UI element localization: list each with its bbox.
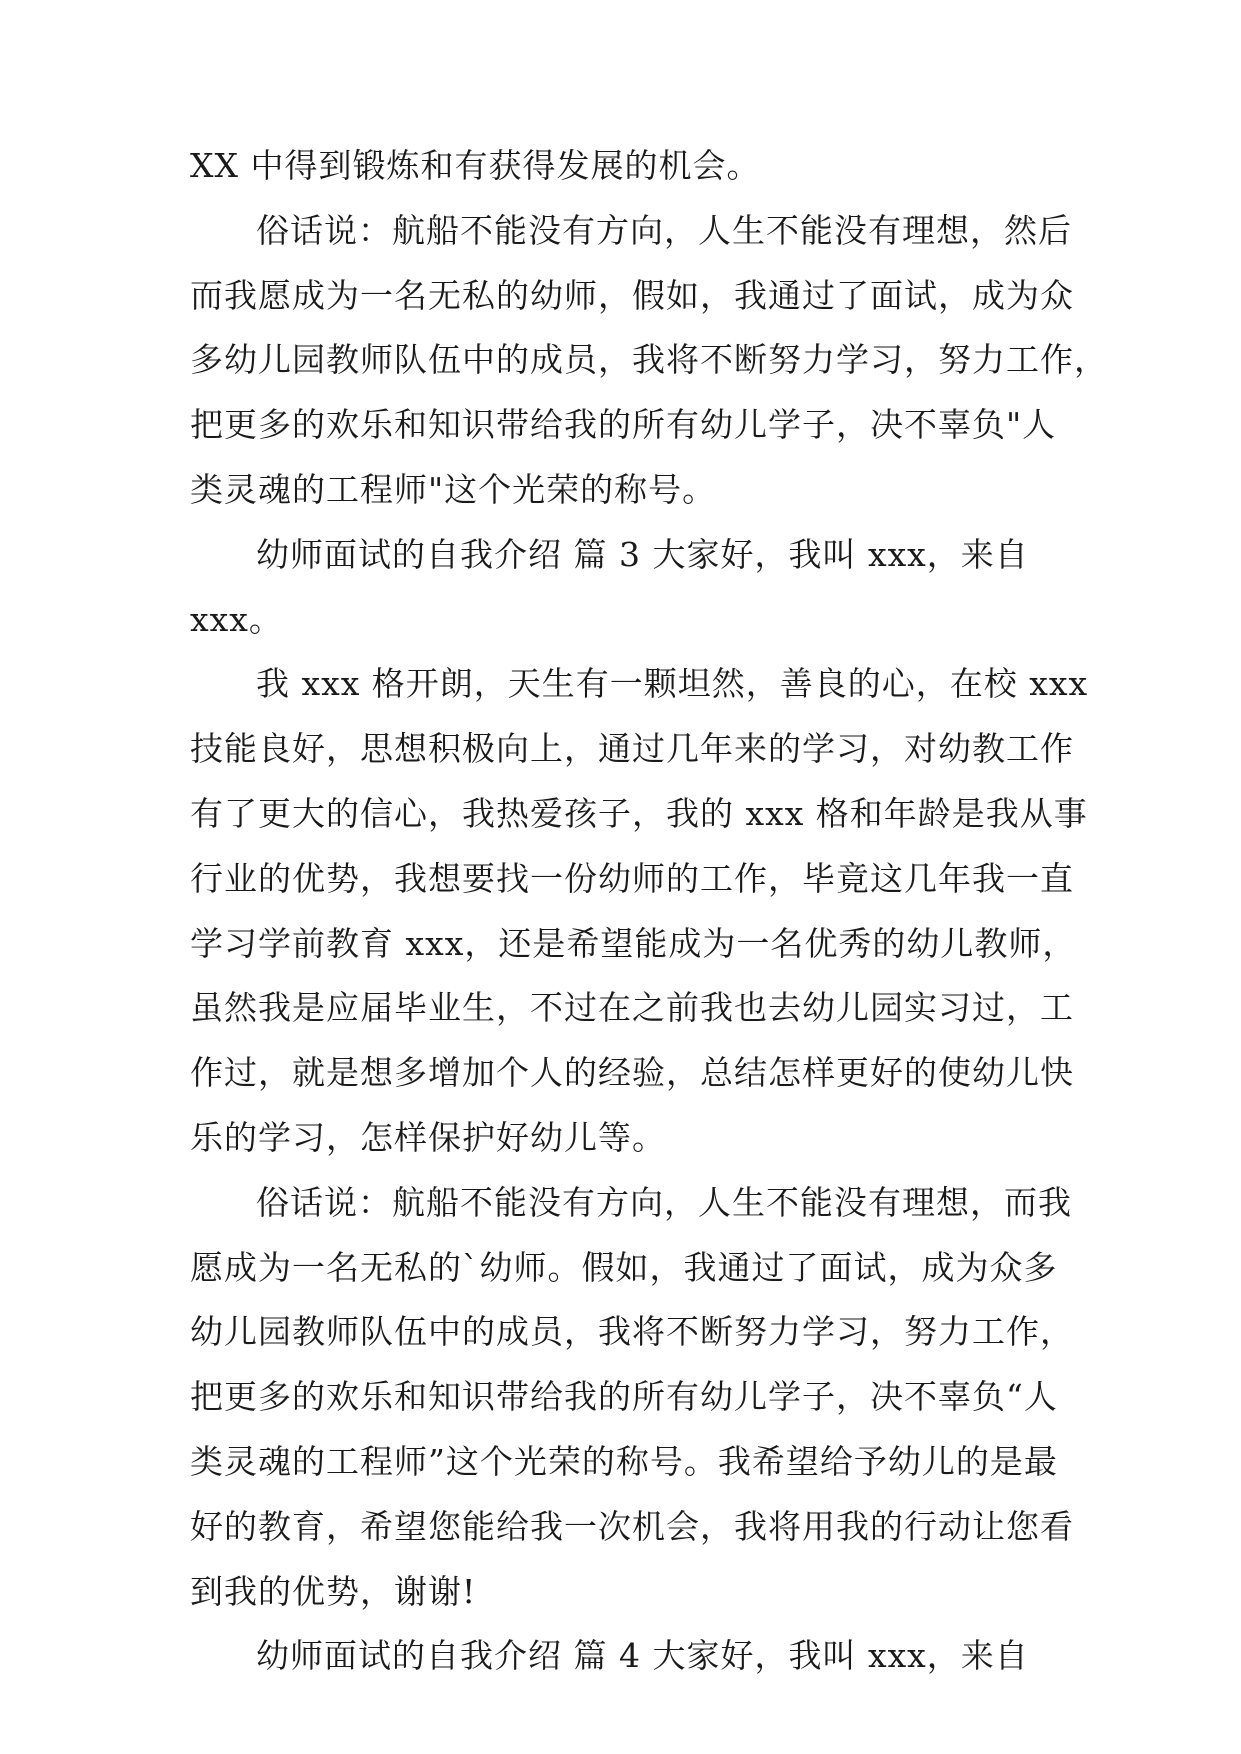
text-line: 虽然我是应届毕业生，不过在之前我也去幼儿园实习过，工: [190, 988, 1074, 1027]
text-line: 把更多的欢乐和知识带给我的所有幼儿学子，决不辜负“人: [190, 1377, 1058, 1416]
text-line: 我 xxx 格开朗，天生有一颗坦然，善良的心，在校 xxx: [256, 664, 1089, 703]
text-line: 技能良好，思想积极向上，通过几年来的学习，对幼教工作: [190, 729, 1074, 768]
text-line: 有了更大的信心，我热爱孩子，我的 xxx 格和年龄是我从事: [190, 794, 1088, 833]
text-line: 学习学前教育 xxx，还是希望能成为一名优秀的幼儿教师，: [190, 924, 1077, 963]
text-line: 好的教育，希望您能给我一次机会，我将用我的行动让您看: [190, 1507, 1074, 1546]
text-line: XX 中得到锻炼和有获得发展的机会。: [190, 146, 761, 185]
text-line: 俗话说：航船不能没有方向，人生不能没有理想，然后: [256, 211, 1072, 250]
text-line: 愿成为一名无私的`幼师。假如，我通过了面试，成为众多: [190, 1248, 1058, 1287]
text-line: 行业的优势，我想要找一份幼师的工作，毕竟这几年我一直: [190, 859, 1074, 898]
text-line: 把更多的欢乐和知识带给我的所有幼儿学子，决不辜负"人: [190, 405, 1057, 444]
text-line: 类灵魂的工程师"这个光荣的称号。: [190, 470, 717, 509]
text-line: 俗话说：航船不能没有方向，人生不能没有理想，而我: [256, 1183, 1072, 1222]
text-line: 而我愿成为一名无私的幼师，假如，我通过了面试，成为众: [190, 276, 1074, 315]
section-heading: 幼师面试的自我介绍 篇 3 大家好，我叫 xxx，来自: [256, 535, 1029, 574]
text-line: 到我的优势，谢谢!: [190, 1572, 477, 1611]
text-line: 幼儿园教师队伍中的成员，我将不断努力学习，努力工作，: [190, 1312, 1074, 1351]
text-line: 多幼儿园教师队伍中的成员，我将不断努力学习，努力工作，: [190, 340, 1108, 379]
text-line: xxx。: [190, 600, 283, 639]
text-line: 乐的学习，怎样保护好幼儿等。: [190, 1118, 666, 1157]
text-line: 类灵魂的工程师”这个光荣的称号。我希望给予幼儿的是最: [190, 1442, 1058, 1481]
text-line: 作过，就是想多增加个人的经验，总结怎样更好的使幼儿快: [190, 1053, 1074, 1092]
section-heading: 幼师面试的自我介绍 篇 4 大家好，我叫 xxx，来自: [256, 1636, 1029, 1675]
